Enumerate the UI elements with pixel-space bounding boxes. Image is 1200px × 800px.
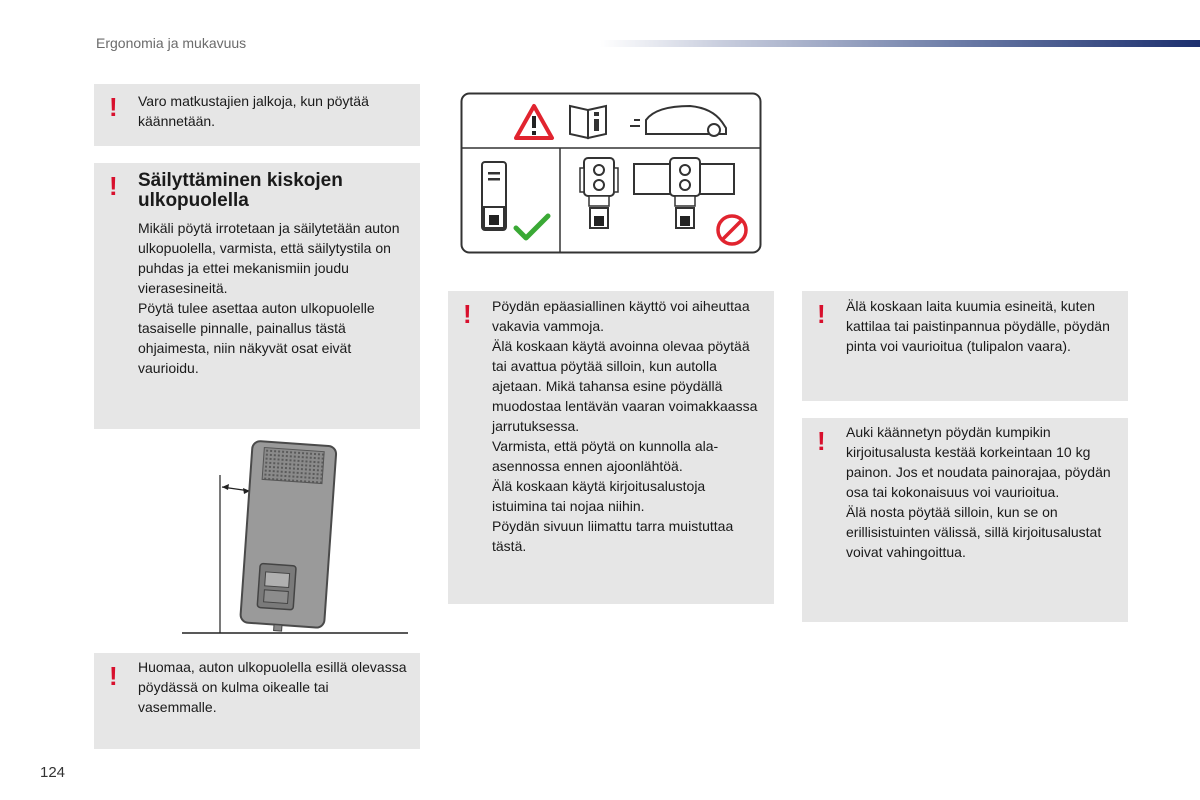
weight-paragraph: Älä nosta pöytää silloin, kun se on erillisistuinten välissä, sillä kirjoitusalustat voivat vahingoittua. (846, 504, 1102, 560)
misuse-paragraph: Pöydän epäasiallinen käyttö voi aiheuttaa vakavia vammoja. (492, 298, 750, 334)
warning-exclamation-icon: ! (109, 171, 118, 201)
warning-box-misuse (448, 291, 774, 604)
warning-box-weight (802, 418, 1128, 622)
storage-body (138, 218, 413, 378)
warning-text: Älä koskaan laita kuumia esineitä, kuten kattilaa tai paistinpannua pöydälle, pöydän pinta voi vaurioitua (tulipalon vaara). (846, 298, 1110, 354)
page-number: 124 (40, 764, 66, 781)
warning-exclamation-icon: ! (109, 92, 118, 122)
weight-body (846, 422, 1116, 562)
warning-exclamation-icon: ! (463, 299, 472, 329)
warning-box-storage (94, 163, 420, 429)
storage-paragraph: Pöytä tulee asettaa auton ulkopuolelle tasaiselle pinnalle, painallus tästä ohjaimesta, niin näkyvät osat eivät vaurioidu. (138, 300, 375, 376)
warning-exclamation-icon: ! (817, 299, 826, 329)
warning-box-angle (94, 653, 420, 749)
warning-box-hot (802, 291, 1128, 401)
section-title: Ergonomia ja mukavuus (96, 35, 247, 51)
table-tilt-illustration (170, 435, 410, 640)
warning-box-feet (94, 84, 420, 146)
misuse-paragraph: Varmista, että pöytä on kunnolla ala-asennossa ennen ajoonlähtöä. (492, 438, 719, 474)
misuse-paragraph: Älä koskaan käytä avoinna olevaa pöytää tai avattua pöytää silloin, kun autolla ajetaan. Mikä tahansa esine pöydällä muodostaa lentävän vaaran voimakkaassa jarrutuksessa. (492, 338, 758, 434)
misuse-paragraph: Älä koskaan käytä kirjoitusalustoja istuimina tai nojaa niihin. (492, 478, 706, 514)
warning-text: Varo matkustajien jalkoja, kun pöytää käännetään. (138, 93, 369, 129)
storage-heading: Säilyttäminen kiskojen ulkopuolella (138, 170, 343, 211)
manual-info-icon (570, 106, 606, 138)
warning-text: Huomaa, auton ulkopuolella esillä olevassa pöydässä on kulma oikealle tai vasemmalle. (138, 659, 407, 715)
storage-paragraph: Mikäli pöytä irrotetaan ja säilytetään auton ulkopuolella, varmista, että säilytystila on puhdas ja ettei mekanismiin joudu vierasesineitä. (138, 220, 400, 296)
header-gradient-bar (600, 40, 1200, 47)
misuse-body (492, 296, 760, 556)
warning-exclamation-icon: ! (109, 661, 118, 691)
warning-sticker (460, 92, 762, 254)
misuse-paragraph: Pöydän sivuun liimattu tarra muistuttaa tästä. (492, 518, 734, 554)
weight-paragraph: Auki käännetyn pöydän kumpikin kirjoitusalusta kestää korkeintaan 10 kg painon. Jos et noudata painorajaa, pöydän osa tai kokonaisuus voi vaurioitua. (846, 424, 1111, 500)
warning-exclamation-icon: ! (817, 426, 826, 456)
